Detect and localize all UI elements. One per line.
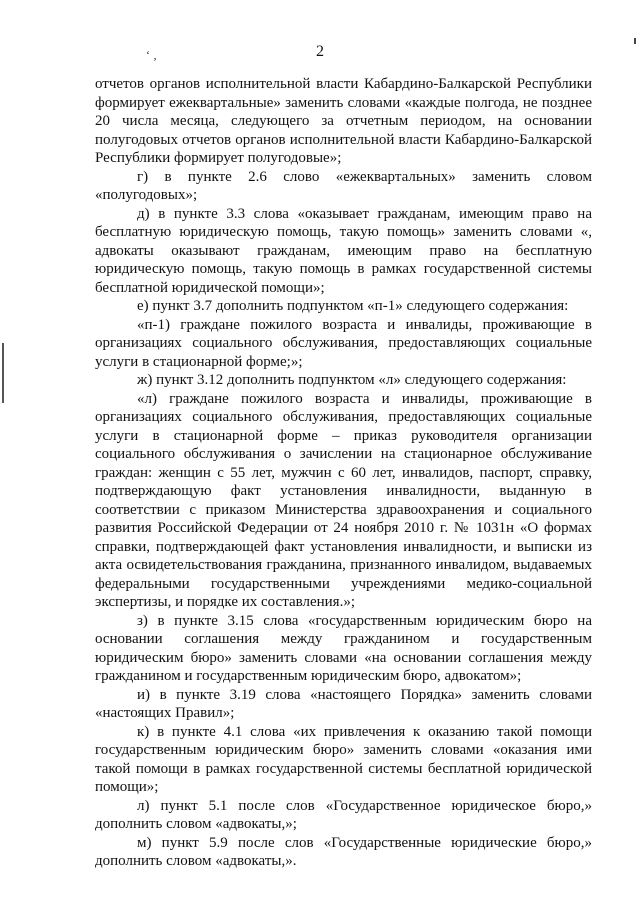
paragraph: з) в пункте 3.15 слова «государственным юридическим бюро на основании соглашения между гражданином и государственным юридическим бюро» заменить словами «на основании соглашения между гражданином и государственным юридическим бюро, адвокатом»; bbox=[95, 612, 592, 684]
document-body bbox=[95, 75, 592, 871]
scan-mark: ‘ ‚ bbox=[146, 48, 157, 62]
paragraph: «п-1) граждане пожилого возраста и инвалиды, проживающие в организациях социального обслуживания, предоставляющих социальные услуги в стационарной форме;»; bbox=[95, 316, 592, 370]
paragraph: отчетов органов исполнительной власти Кабардино-Балкарской Республики формирует ежеквартальные» заменить словами «каждые полгода, не позднее 20 числа месяца, следующего за отчетным периодом, на основании полугодовых отчетов органов исполнительной власти Кабардино-Балкарской Республики формирует полугодовые»; bbox=[95, 76, 592, 166]
paragraph: д) в пункте 3.3 слова «оказывает гражданам, имеющим право на бесплатную юридическую помощь, такую помощь» заменить словами «, адвокаты оказывают гражданам, имеющим право на бесплатную юридическую помощь, такую помощь в рамках государственной системы бесплатной юридической помощи»; bbox=[95, 205, 592, 296]
paragraph: к) в пункте 4.1 слова «их привлечения к оказанию такой помощи государственным юридическим бюро» заменить словами «оказания ими такой помощи в рамках государственной системы бесплатной юридической помощи»; bbox=[95, 723, 592, 795]
scan-edge-mark bbox=[2, 343, 4, 403]
scan-edge-mark-right bbox=[634, 38, 636, 44]
paragraph: г) в пункте 2.6 слово «ежеквартальных» заменить словом «полугодовых»; bbox=[95, 168, 592, 203]
paragraph: и) в пункте 3.19 слова «настоящего Порядка» заменить словами «настоящих Правил»; bbox=[95, 686, 592, 721]
paragraph: е) пункт 3.7 дополнить подпунктом «п-1» следующего содержания: bbox=[137, 298, 569, 314]
paragraph: «л) граждане пожилого возраста и инвалиды, проживающие в организациях социального обслуживания, предоставляющих социальные услуги в стационарной форме – приказ руководителя организации социального обслуживания о зачислении на стационарное обслуживание граждан: женщин с 55 лет, мужчин с 60 лет, инвалидов, паспорт, справку, подтверждающую факт установления инвалидности, выданную в соответствии с приказом Министерства здравоохранения и социального развития Российской Федерации от 24 ноября 2010 г. № 1031н «О формах справки, подтверждающей факт установления инвалидности, и выписки из акта освидетельствования гражданина, признанного инвалидом, выдаваемых федеральными государственными учреждениями медико-социальной экспертизы, и порядке их составления.»; bbox=[95, 390, 592, 610]
paragraph: м) пункт 5.9 после слов «Государственные юридические бюро,» дополнить словом «адвокаты,». bbox=[95, 834, 592, 869]
page-number: 2 bbox=[316, 43, 324, 60]
paragraph: л) пункт 5.1 после слов «Государственное юридическое бюро,» дополнить словом «адвокаты,»; bbox=[95, 797, 592, 832]
paragraph: ж) пункт 3.12 дополнить подпунктом «л» следующего содержания: bbox=[137, 372, 567, 388]
